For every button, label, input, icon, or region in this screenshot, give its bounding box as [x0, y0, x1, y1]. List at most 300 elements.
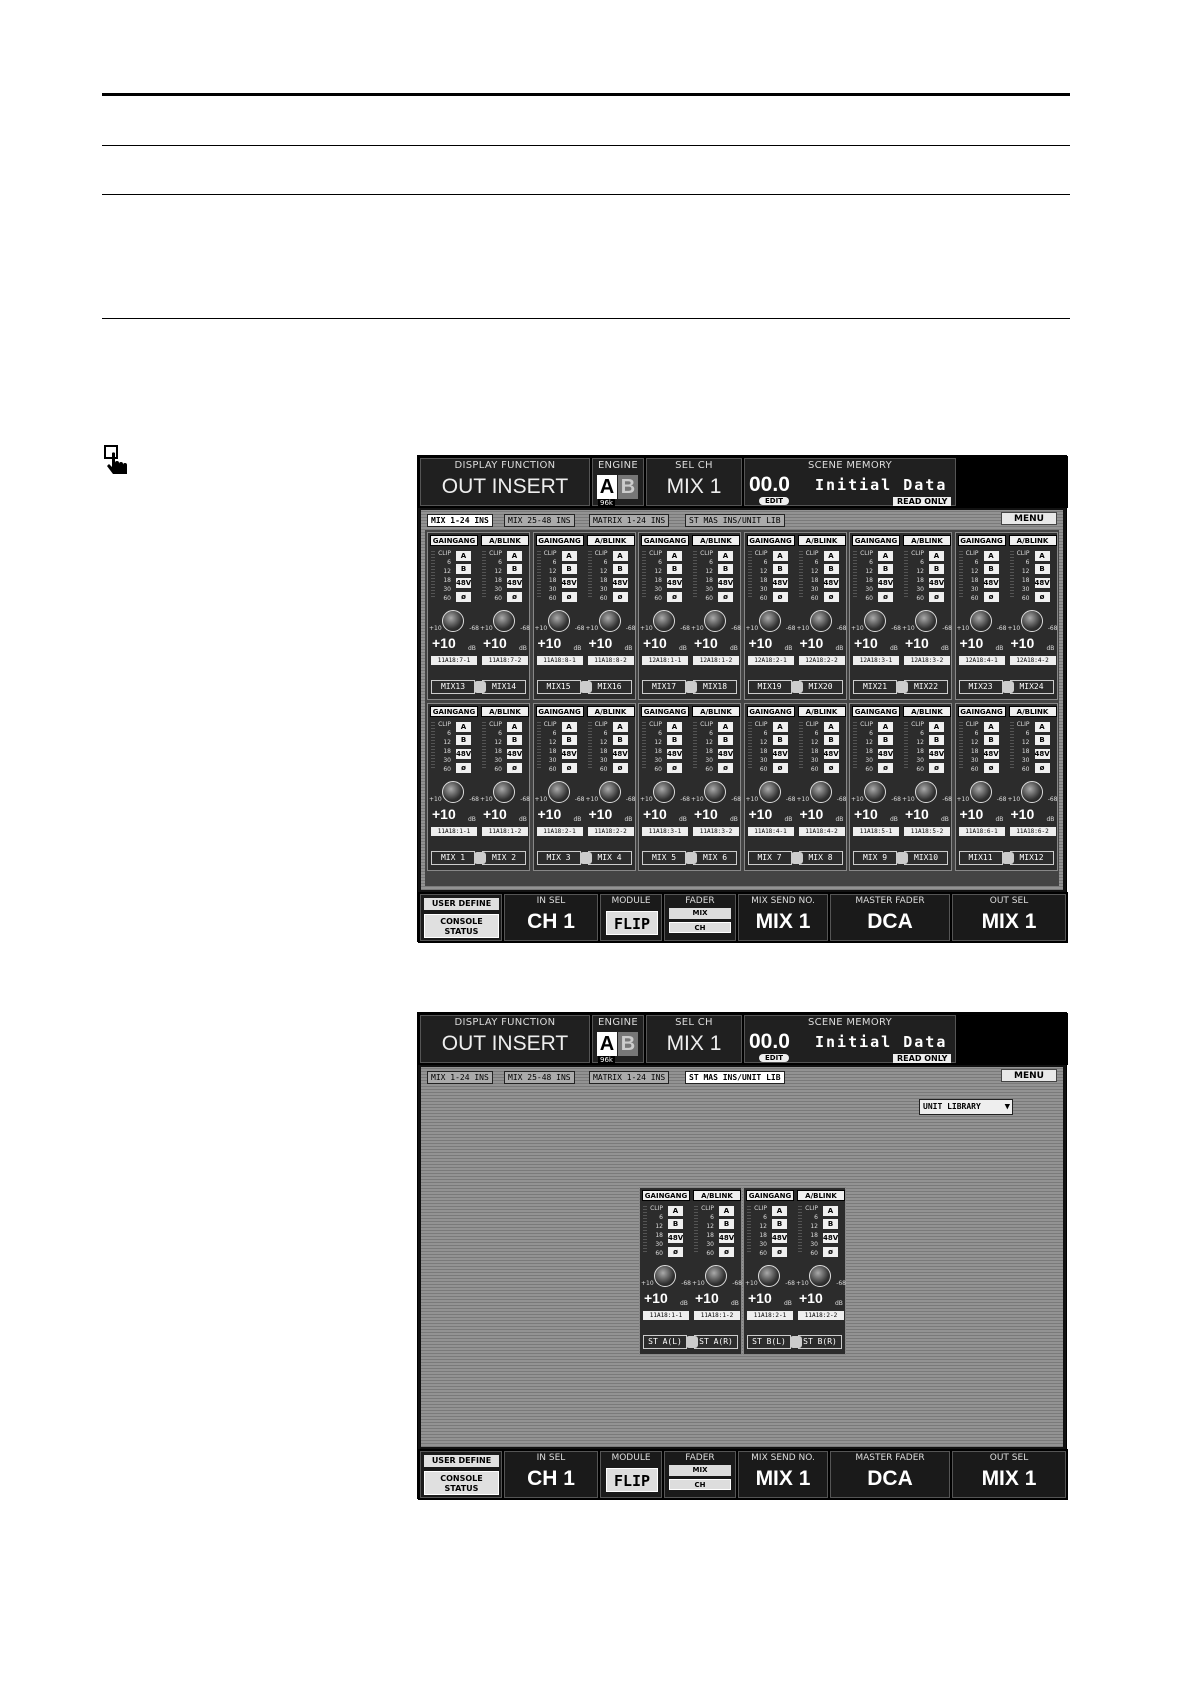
- gain-knob[interactable]: [759, 610, 781, 632]
- engine-b-switch[interactable]: B: [456, 735, 471, 745]
- gain-knob[interactable]: [758, 1265, 780, 1287]
- scene-read-only-badge: READ ONLY: [893, 1054, 951, 1063]
- meter-scale-mark: 18: [759, 577, 768, 584]
- gain-knob[interactable]: [653, 610, 675, 632]
- slot-label: 11A18:1-2: [694, 1311, 740, 1320]
- gain-knob[interactable]: [759, 781, 781, 803]
- phase-switch[interactable]: ø: [507, 763, 522, 773]
- engine-b-switch[interactable]: B: [719, 1219, 734, 1229]
- engine-b-switch[interactable]: B: [718, 735, 733, 745]
- engine-a-switch[interactable]: A: [613, 722, 628, 732]
- out-sel-box[interactable]: [952, 894, 1066, 941]
- meter-scale-mark: 60: [655, 1250, 663, 1257]
- engine-b-switch[interactable]: B: [823, 1219, 838, 1229]
- phantom-48v-switch[interactable]: 48V: [667, 750, 683, 758]
- phantom-48v-switch[interactable]: 48V: [507, 750, 523, 758]
- meter-scale-mark: 12: [916, 568, 924, 575]
- gain-gang-button[interactable]: GAINGANG: [958, 706, 1006, 717]
- engine-a-switch[interactable]: A: [929, 551, 944, 561]
- channel-label: MIX 1: [431, 851, 475, 865]
- phase-switch[interactable]: ø: [1035, 763, 1050, 773]
- meter-scale-mark: 18: [705, 577, 713, 584]
- tab-2[interactable]: MIX 25-48 INS: [504, 514, 575, 527]
- gain-value: +10: [905, 635, 929, 651]
- knob-max-label: -68: [836, 1280, 846, 1287]
- meter-scale-mark: 6: [498, 730, 502, 737]
- slot-label: 11A18:2-2: [798, 1311, 844, 1320]
- master-fader-box[interactable]: [830, 1451, 950, 1498]
- menu-button[interactable]: MENU: [1001, 1069, 1057, 1082]
- engine-a-switch[interactable]: A: [824, 551, 839, 561]
- engine-rate-label: 96k: [600, 1056, 613, 1064]
- engine-a-switch[interactable]: A: [878, 722, 893, 732]
- phantom-48v-switch[interactable]: 48V: [719, 1234, 735, 1242]
- slot-label: 12A18:1-2: [693, 656, 739, 665]
- master-fader-box[interactable]: [830, 894, 950, 941]
- phase-switch[interactable]: ø: [824, 592, 839, 602]
- fader-ch-button[interactable]: CH: [669, 1479, 731, 1490]
- meter-scale-mark: 12: [443, 739, 451, 746]
- gain-knob[interactable]: [915, 781, 937, 803]
- engine-b-switch[interactable]: B: [613, 564, 628, 574]
- phase-switch[interactable]: ø: [929, 592, 944, 602]
- gain-knob[interactable]: [548, 610, 570, 632]
- out-sel-value: MIX 1: [981, 1467, 1037, 1490]
- out-sel-box[interactable]: [952, 1451, 1066, 1498]
- in-sel-box[interactable]: [504, 894, 598, 941]
- gain-knob[interactable]: [442, 781, 464, 803]
- engine-b-switch[interactable]: B: [718, 564, 733, 574]
- engine-b-switch[interactable]: B: [984, 564, 999, 574]
- knob-min-label: +10: [745, 796, 759, 803]
- phantom-48v-switch[interactable]: 48V: [718, 750, 734, 758]
- gain-knob[interactable]: [970, 781, 992, 803]
- meter-scale-mark: 6: [709, 730, 713, 737]
- engine-a-switch[interactable]: A: [507, 551, 522, 561]
- master-fader-value: DCA: [867, 910, 913, 933]
- engine-a-switch[interactable]: A: [1035, 722, 1050, 732]
- phantom-48v-switch[interactable]: 48V: [929, 579, 945, 587]
- gain-knob[interactable]: [1021, 610, 1043, 632]
- tab-3[interactable]: MATRIX 1-24 INS: [589, 1071, 669, 1084]
- mix-send-box[interactable]: [738, 894, 828, 941]
- meter-scale-mark: CLIP: [543, 721, 557, 728]
- user-define-button[interactable]: USER DEFINE: [424, 898, 499, 910]
- meter-scale-mark: 6: [814, 559, 819, 566]
- meter-scale-mark: 12: [494, 739, 502, 746]
- level-meter: [904, 720, 926, 773]
- channel-label: ST B(L): [747, 1335, 791, 1349]
- gain-unit: dB: [995, 816, 1004, 823]
- in-sel-label: IN SEL: [536, 1453, 566, 1463]
- in-sel-box[interactable]: [504, 1451, 598, 1498]
- knob-max-label: -68: [469, 796, 479, 803]
- unit-library-select[interactable]: [919, 1099, 1013, 1115]
- ab-link-button[interactable]: A/BLINK: [692, 706, 740, 717]
- engine-b-switch[interactable]: B: [929, 735, 944, 745]
- sel-ch-value: MIX 1: [666, 475, 722, 498]
- engine-b-switch[interactable]: B: [1035, 564, 1050, 574]
- ab-link-button[interactable]: A/BLINK: [587, 706, 635, 717]
- insert-unit: [743, 1187, 846, 1355]
- tab-4[interactable]: ST MAS INS/UNIT LIB: [685, 1071, 785, 1084]
- ab-link-button[interactable]: A/BLINK: [797, 1190, 845, 1201]
- phase-switch[interactable]: ø: [878, 763, 893, 773]
- phase-switch[interactable]: ø: [719, 1247, 734, 1257]
- engine-a-switch[interactable]: A: [456, 551, 471, 561]
- phantom-48v-switch[interactable]: 48V: [612, 579, 628, 587]
- phantom-48v-switch[interactable]: 48V: [507, 579, 523, 587]
- engine-a-switch[interactable]: A: [878, 551, 893, 561]
- engine-a-switch[interactable]: A: [562, 551, 577, 561]
- phase-switch[interactable]: ø: [718, 763, 733, 773]
- engine-b-switch[interactable]: B: [613, 735, 628, 745]
- gain-value: +10: [799, 806, 824, 822]
- fader-mix-button[interactable]: MIX: [669, 908, 731, 919]
- engine-b-switch[interactable]: B: [929, 564, 944, 574]
- engine-b-switch[interactable]: B: [824, 735, 839, 745]
- phantom-48v-switch[interactable]: 48V: [823, 579, 839, 587]
- channel-label: MIX 3: [537, 851, 581, 865]
- gain-knob[interactable]: [493, 781, 515, 803]
- fader-ch-button[interactable]: CH: [669, 922, 731, 933]
- gain-knob[interactable]: [864, 610, 886, 632]
- module-flip-button[interactable]: FLIP: [606, 1468, 658, 1492]
- engine-a-switch[interactable]: A: [773, 722, 788, 732]
- insert-unit: [533, 532, 636, 700]
- meter-scale-mark: 12: [706, 1223, 714, 1230]
- gain-knob[interactable]: [599, 610, 621, 632]
- phantom-48v-switch[interactable]: 48V: [878, 579, 894, 587]
- phantom-48v-switch[interactable]: 48V: [878, 750, 894, 758]
- knob-max-label: -68: [625, 796, 636, 803]
- insert-channel: [956, 535, 1007, 691]
- gain-gang-button[interactable]: GAINGANG: [641, 535, 689, 546]
- channel-label: MIX10: [904, 851, 948, 865]
- gain-unit: dB: [890, 816, 898, 823]
- ab-link-button[interactable]: A/BLINK: [481, 706, 529, 717]
- phase-switch[interactable]: ø: [668, 1247, 683, 1257]
- gain-knob[interactable]: [654, 1265, 676, 1287]
- gain-gang-button[interactable]: GAINGANG: [746, 1190, 794, 1201]
- tab-1[interactable]: MIX 1-24 INS: [427, 1071, 493, 1084]
- phantom-48v-switch[interactable]: 48V: [612, 750, 628, 758]
- phase-switch[interactable]: ø: [929, 763, 944, 773]
- chevron-down-icon[interactable]: ▼: [1004, 1102, 1010, 1112]
- engine-a-switch[interactable]: A: [562, 722, 577, 732]
- phase-switch[interactable]: ø: [667, 592, 682, 602]
- meter-scale-mark: 6: [920, 730, 924, 737]
- engine-b-switch[interactable]: B: [878, 564, 893, 574]
- knob-min-label: +10: [745, 625, 759, 632]
- engine-b-switch[interactable]: B: [562, 735, 577, 745]
- ab-link-button[interactable]: A/BLINK: [798, 706, 846, 717]
- gain-unit: dB: [941, 645, 949, 652]
- phantom-48v-switch[interactable]: 48V: [929, 750, 945, 758]
- meter-scale-mark: 12: [655, 1223, 663, 1230]
- gain-unit: dB: [1046, 645, 1055, 652]
- gain-gang-button[interactable]: GAINGANG: [852, 535, 900, 546]
- phase-switch[interactable]: ø: [878, 592, 893, 602]
- gain-knob[interactable]: [970, 610, 992, 632]
- scene-edit-button[interactable]: EDIT: [759, 1054, 789, 1062]
- meter-scale-mark: 6: [869, 730, 873, 737]
- phase-switch[interactable]: ø: [562, 592, 577, 602]
- gain-knob[interactable]: [704, 610, 726, 632]
- phase-switch[interactable]: ø: [824, 763, 839, 773]
- phase-switch[interactable]: ø: [773, 763, 788, 773]
- unit-library-label: UNIT LIBRARY: [923, 1102, 981, 1111]
- slot-label: 12A18:4-1: [959, 656, 1005, 665]
- gain-gang-button[interactable]: GAINGANG: [430, 535, 478, 546]
- gain-gang-button[interactable]: GAINGANG: [852, 706, 900, 717]
- ab-link-button[interactable]: A/BLINK: [1009, 535, 1057, 546]
- slot-label: 11A18:4-2: [799, 827, 845, 836]
- engine-a-switch[interactable]: A: [668, 1206, 683, 1216]
- meter-scale-mark: 12: [599, 739, 608, 746]
- gain-knob[interactable]: [704, 781, 726, 803]
- engine-b-switch[interactable]: B: [984, 735, 999, 745]
- channel-label: MIX16: [588, 680, 632, 694]
- gain-knob[interactable]: [864, 781, 886, 803]
- engine-a-switch[interactable]: A: [984, 551, 999, 561]
- console-status-button[interactable]: CONSOLE STATUS: [424, 1471, 499, 1495]
- engine-a-switch[interactable]: A: [824, 722, 839, 732]
- phantom-48v-switch[interactable]: 48V: [823, 750, 839, 758]
- phase-switch[interactable]: ø: [613, 763, 628, 773]
- gain-gang-button[interactable]: GAINGANG: [641, 706, 689, 717]
- engine-a-switch[interactable]: A: [719, 1206, 734, 1216]
- channel-label: MIX12: [1010, 851, 1054, 865]
- engine-b-switch[interactable]: B: [1035, 735, 1050, 745]
- meter-scale-mark: 12: [548, 568, 557, 575]
- meter-scale-mark: 60: [916, 595, 924, 602]
- phase-switch[interactable]: ø: [718, 592, 733, 602]
- gain-gang-button[interactable]: GAINGANG: [747, 535, 795, 546]
- phase-switch[interactable]: ø: [562, 763, 577, 773]
- phantom-48v-switch[interactable]: 48V: [1034, 750, 1050, 758]
- phantom-48v-switch[interactable]: 48V: [718, 579, 734, 587]
- console-status-button[interactable]: CONSOLE STATUS: [424, 914, 499, 938]
- engine-b-switch[interactable]: B: [772, 1219, 787, 1229]
- phantom-48v-switch[interactable]: 48V: [772, 579, 788, 587]
- engine-b-switch[interactable]: B: [667, 564, 682, 574]
- gain-unit: dB: [890, 645, 898, 652]
- phase-switch[interactable]: ø: [456, 592, 471, 602]
- engine-a-switch[interactable]: A: [772, 1206, 787, 1216]
- gain-unit: dB: [573, 816, 582, 823]
- tab-4[interactable]: ST MAS INS/UNIT LIB: [685, 514, 785, 527]
- insert-channel: [429, 535, 479, 691]
- insert-unit: [849, 703, 952, 871]
- sel-ch-box[interactable]: [646, 1015, 742, 1063]
- engine-b-switch[interactable]: B: [773, 564, 788, 574]
- insert-grid: [425, 530, 1059, 886]
- phase-switch[interactable]: ø: [984, 763, 999, 773]
- display-function-value: OUT INSERT: [441, 1032, 569, 1055]
- meter-scale-mark: 60: [865, 766, 873, 773]
- gain-knob[interactable]: [442, 610, 464, 632]
- phase-switch[interactable]: ø: [1035, 592, 1050, 602]
- gain-gang-button[interactable]: GAINGANG: [430, 706, 478, 717]
- engine-b-switch[interactable]: B: [773, 735, 788, 745]
- engine-a-switch[interactable]: A: [823, 1206, 838, 1216]
- gain-unit: dB: [679, 645, 687, 652]
- tab-3[interactable]: MATRIX 1-24 INS: [589, 514, 669, 527]
- gain-gang-button[interactable]: GAINGANG: [536, 535, 584, 546]
- meter-scale-mark: CLIP: [754, 721, 768, 728]
- mix-send-box[interactable]: [738, 1451, 828, 1498]
- gain-knob[interactable]: [915, 610, 937, 632]
- phantom-48v-switch[interactable]: 48V: [983, 579, 999, 587]
- menu-button[interactable]: MENU: [1001, 512, 1057, 525]
- phase-switch[interactable]: ø: [984, 592, 999, 602]
- gain-gang-button[interactable]: GAINGANG: [536, 706, 584, 717]
- module-flip-button[interactable]: FLIP: [606, 911, 658, 935]
- engine-a-switch[interactable]: A: [984, 722, 999, 732]
- engine-b-switch[interactable]: B: [878, 735, 893, 745]
- gain-knob[interactable]: [653, 781, 675, 803]
- phantom-48v-switch[interactable]: 48V: [823, 1234, 839, 1242]
- phantom-48v-switch[interactable]: 48V: [668, 1234, 684, 1242]
- gain-knob[interactable]: [810, 610, 832, 632]
- ab-link-button[interactable]: A/BLINK: [481, 535, 529, 546]
- ab-link-button[interactable]: A/BLINK: [693, 1190, 741, 1201]
- scene-memory-box[interactable]: [744, 1015, 956, 1063]
- meter-scale-mark: 6: [974, 730, 979, 737]
- insert-channel: [585, 535, 636, 691]
- phantom-48v-switch[interactable]: 48V: [1034, 579, 1050, 587]
- engine-b-switch[interactable]: B: [456, 564, 471, 574]
- engine-b-switch[interactable]: B: [507, 735, 522, 745]
- gain-knob[interactable]: [599, 781, 621, 803]
- phase-switch[interactable]: ø: [772, 1247, 787, 1257]
- meter-scale-mark: 6: [814, 1214, 818, 1221]
- tab-1[interactable]: MIX 1-24 INS: [427, 514, 493, 527]
- gain-gang-button[interactable]: GAINGANG: [747, 706, 795, 717]
- meter-scale-mark: 60: [706, 1250, 714, 1257]
- meter-scale-mark: 60: [599, 766, 608, 773]
- gain-knob[interactable]: [809, 1265, 831, 1287]
- engine-b-switch[interactable]: B: [667, 735, 682, 745]
- ab-link-button[interactable]: A/BLINK: [903, 535, 951, 546]
- knob-min-label: +10: [691, 625, 704, 632]
- engine-a-switch[interactable]: A: [718, 551, 733, 561]
- phase-switch[interactable]: ø: [456, 763, 471, 773]
- engine-a-switch[interactable]: A: [613, 551, 628, 561]
- phase-switch[interactable]: ø: [507, 592, 522, 602]
- gain-knob[interactable]: [1021, 781, 1043, 803]
- phantom-48v-switch[interactable]: 48V: [561, 579, 577, 587]
- in-sel-value: CH 1: [527, 910, 575, 933]
- engine-box[interactable]: [592, 458, 644, 506]
- engine-a-switch[interactable]: A: [667, 551, 682, 561]
- insert-unit: [533, 703, 636, 871]
- sel-ch-value: MIX 1: [666, 1032, 722, 1055]
- slot-label: 11A18:1-1: [431, 827, 477, 836]
- engine-b-switch[interactable]: B: [824, 564, 839, 574]
- engine-a-switch[interactable]: A: [718, 722, 733, 732]
- level-meter: [748, 720, 770, 773]
- sel-ch-box[interactable]: [646, 458, 742, 506]
- meter-scale-mark: 30: [970, 757, 979, 764]
- display-function-box[interactable]: [420, 1015, 590, 1063]
- ab-link-button[interactable]: A/BLINK: [692, 535, 740, 546]
- gain-knob[interactable]: [810, 781, 832, 803]
- gain-unit: dB: [995, 645, 1004, 652]
- engine-a-switch[interactable]: A: [1035, 551, 1050, 561]
- engine-a-switch[interactable]: A: [507, 722, 522, 732]
- meter-scale-mark: 60: [443, 766, 451, 773]
- display-function-box[interactable]: [420, 458, 590, 506]
- ab-link-button[interactable]: A/BLINK: [903, 706, 951, 717]
- knob-max-label: -68: [681, 1280, 691, 1287]
- phantom-48v-switch[interactable]: 48V: [983, 750, 999, 758]
- gain-knob[interactable]: [493, 610, 515, 632]
- fader-mix-button[interactable]: MIX: [669, 1465, 731, 1476]
- knob-max-label: -68: [731, 796, 741, 803]
- gain-knob[interactable]: [705, 1265, 727, 1287]
- meter-scale-mark: CLIP: [649, 550, 662, 557]
- ab-link-button[interactable]: A/BLINK: [798, 535, 846, 546]
- screen-out-insert-st-unit-lib: [417, 1012, 1067, 1499]
- knob-max-label: -68: [996, 796, 1007, 803]
- scene-read-only-badge: READ ONLY: [893, 497, 951, 506]
- meter-scale-mark: 60: [810, 766, 819, 773]
- user-define-button[interactable]: USER DEFINE: [424, 1455, 499, 1467]
- engine-a-switch[interactable]: A: [929, 722, 944, 732]
- meter-scale-mark: 6: [869, 559, 873, 566]
- meter-scale-mark: 18: [599, 748, 608, 755]
- phantom-48v-switch[interactable]: 48V: [667, 579, 683, 587]
- phase-switch[interactable]: ø: [667, 763, 682, 773]
- display-function-value: OUT INSERT: [441, 475, 569, 498]
- slot-label: 11A18:1-1: [643, 1311, 689, 1320]
- engine-b-switch[interactable]: B: [507, 564, 522, 574]
- scene-edit-button[interactable]: EDIT: [759, 497, 789, 505]
- gain-value: +10: [799, 1290, 823, 1306]
- engine-b-switch[interactable]: B: [668, 1219, 683, 1229]
- gain-gang-button[interactable]: GAINGANG: [958, 535, 1006, 546]
- ab-link-button[interactable]: A/BLINK: [587, 535, 635, 546]
- phantom-48v-switch[interactable]: 48V: [456, 579, 472, 587]
- level-meter: [853, 720, 875, 773]
- engine-box[interactable]: [592, 1015, 644, 1063]
- scene-memory-box[interactable]: [744, 458, 956, 506]
- engine-b-switch[interactable]: B: [562, 564, 577, 574]
- engine-a-switch[interactable]: A: [456, 722, 471, 732]
- phantom-48v-switch[interactable]: 48V: [772, 1234, 788, 1242]
- phantom-48v-switch[interactable]: 48V: [561, 750, 577, 758]
- ab-link-button[interactable]: A/BLINK: [1009, 706, 1057, 717]
- engine-a-switch[interactable]: A: [773, 551, 788, 561]
- phantom-48v-switch[interactable]: 48V: [772, 750, 788, 758]
- phase-switch[interactable]: ø: [613, 592, 628, 602]
- level-meter: [798, 1204, 820, 1257]
- tab-2[interactable]: MIX 25-48 INS: [504, 1071, 575, 1084]
- insert-unit: [427, 532, 530, 700]
- gain-gang-button[interactable]: GAINGANG: [642, 1190, 690, 1201]
- channel-label: MIX23: [959, 680, 1003, 694]
- gain-knob[interactable]: [548, 781, 570, 803]
- engine-a-switch[interactable]: A: [667, 722, 682, 732]
- phase-switch[interactable]: ø: [823, 1247, 838, 1257]
- phantom-48v-switch[interactable]: 48V: [456, 750, 472, 758]
- meter-scale-mark: 12: [759, 1223, 767, 1230]
- gain-value: +10: [799, 635, 824, 651]
- phase-switch[interactable]: ø: [773, 592, 788, 602]
- meter-scale-mark: 30: [443, 586, 451, 593]
